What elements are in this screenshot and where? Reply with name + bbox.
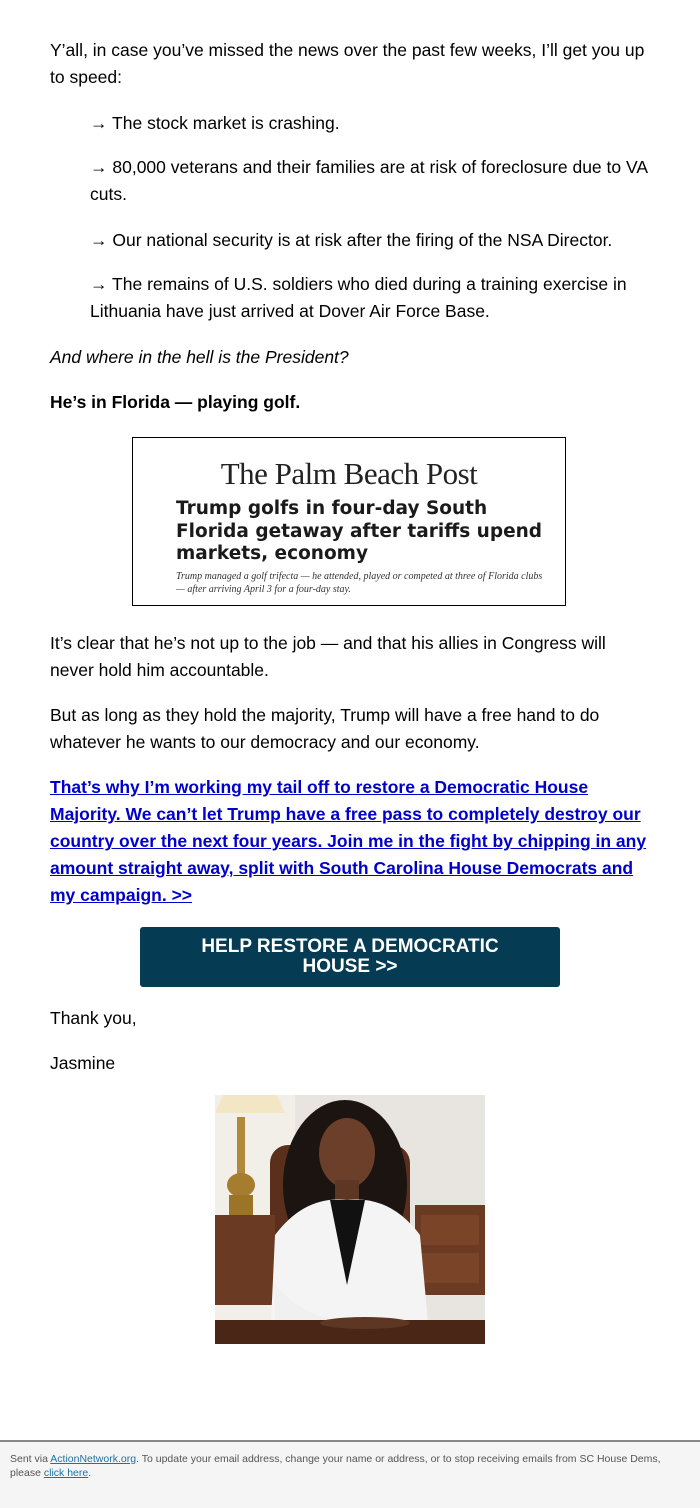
donate-button[interactable]: HELP RESTORE A DEMOCRATIC HOUSE >> <box>140 927 560 987</box>
news-masthead: The Palm Beach Post <box>220 456 478 491</box>
actionnetwork-link[interactable]: ActionNetwork.org <box>50 1453 137 1465</box>
intro-paragraph: Y’all, in case you’ve missed the news over the past few weeks, I’ll get you up to speed: <box>50 40 645 87</box>
email-footer <box>0 1440 700 1508</box>
bullet-national-security: → Our national security is at risk after the firing of the NSA Director. <box>90 230 613 250</box>
answer-text: He’s in Florida — playing golf. <box>50 392 301 412</box>
footer-suffix: . <box>88 1467 92 1479</box>
bullet-veterans: → 80,000 veterans and their families are at risk of foreclosure due to VA cuts. <box>90 157 648 204</box>
news-dek: Trump managed a golf trifecta — he attended, played or competed at three of Florida clubs — after arriving April 3 for a four-day stay. <box>176 571 543 595</box>
paragraph-not-up-to-job: It’s clear that he’s not up to the job — and that his allies in Congress will never hold him accountable. <box>50 633 606 680</box>
news-headline: Trump golfs in four-day South Florida getaway after tariffs upend markets, economy <box>176 498 543 564</box>
unsubscribe-link[interactable]: click here <box>43 1467 89 1479</box>
bullet-soldiers: → The remains of U.S. soldiers who died during a training exercise in Lithuania have just arrived at Dover Air Force Base. <box>90 274 627 321</box>
footer-middle: . To update your email address, change your name or address, or to stop receiving emails from SC House Dems, please <box>10 1453 661 1479</box>
donate-text-link[interactable]: That’s why I’m working my tail off to restore a Democratic House Majority. We can’t let Trump have a free pass to completely destroy our country over the next four years. Join me in the fight by chipping in any amount straight away, split with South Carolina House Democrats and my campaign. >> <box>50 777 647 905</box>
candidate-photo-illustration <box>215 1095 485 1344</box>
signature-text: Jasmine <box>50 1053 116 1073</box>
paragraph-majority: But as long as they hold the majority, Trump will have a free hand to do whatever he wants to our democracy and our economy. <box>50 705 600 752</box>
footer-prefix: Sent via <box>10 1453 51 1465</box>
news-clipping-image <box>132 437 566 606</box>
thanks-text: Thank you, <box>50 1008 137 1028</box>
bullet-stock-market: → The stock market is crashing. <box>90 113 340 133</box>
candidate-photo <box>215 1095 485 1344</box>
question-text: And where in the hell is the President? <box>50 347 349 367</box>
